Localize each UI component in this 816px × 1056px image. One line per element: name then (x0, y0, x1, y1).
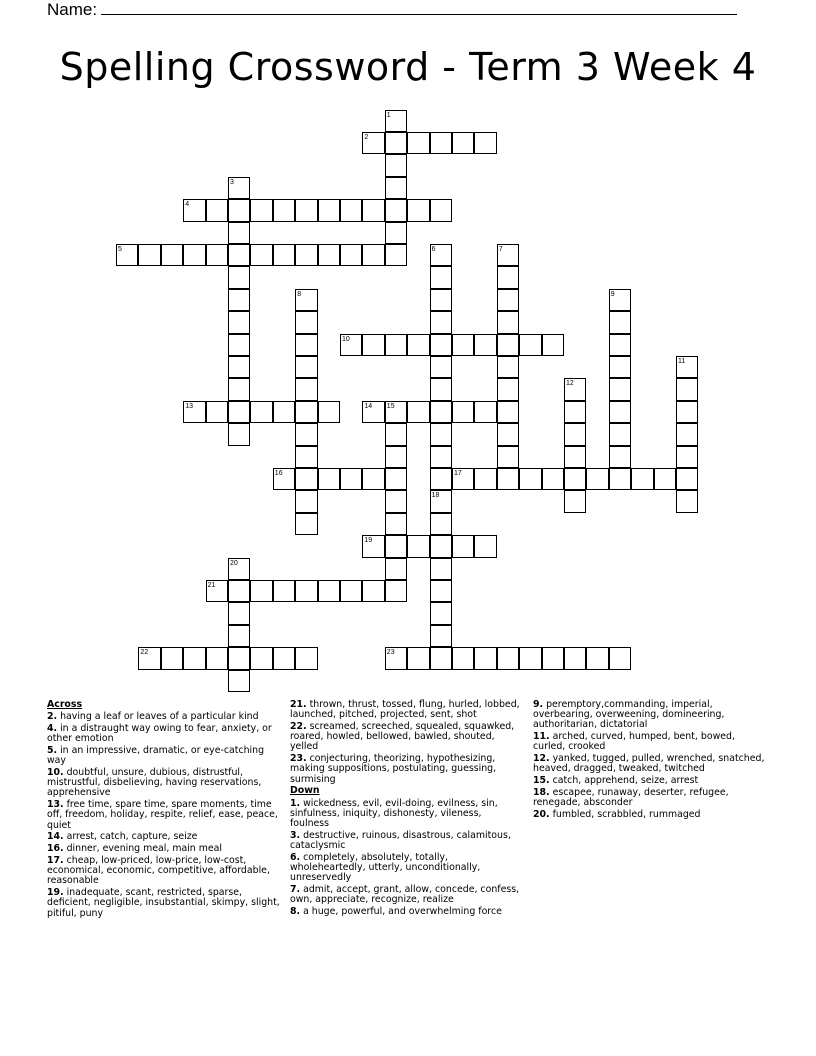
clue-number: 21 (207, 582, 216, 589)
grid-cell[interactable] (564, 423, 586, 445)
grid-cell[interactable] (385, 580, 407, 602)
grid-cell[interactable] (318, 401, 340, 423)
grid-cell[interactable] (631, 468, 653, 490)
grid-cell[interactable] (564, 468, 586, 490)
grid-cell[interactable] (542, 334, 564, 356)
clue-number: 19 (364, 537, 373, 545)
grid-cell[interactable] (497, 378, 519, 400)
grid-cell[interactable] (676, 423, 698, 445)
grid-cell[interactable] (542, 647, 564, 669)
clue-number: 8 (297, 290, 302, 298)
grid-cell[interactable] (497, 266, 519, 288)
grid-cell[interactable] (228, 580, 250, 602)
grid-cell[interactable] (430, 266, 452, 288)
grid-cell[interactable] (676, 378, 698, 400)
grid-cell[interactable] (586, 468, 608, 490)
grid-cell[interactable] (497, 356, 519, 378)
grid-cell[interactable] (228, 199, 250, 221)
grid-cell[interactable] (362, 535, 384, 557)
grid-cell[interactable] (497, 289, 519, 311)
clue-down-1: 1. wickedness, evil, evil-doing, evilness, sin, sinfulness, iniquity, dishonesty, vileness, foulness (290, 797, 498, 830)
grid-cell[interactable] (430, 647, 452, 669)
grid-cell[interactable] (183, 244, 205, 266)
grid-cell[interactable] (676, 401, 698, 423)
grid-cell[interactable] (385, 558, 407, 580)
clues-column-3 (533, 700, 769, 822)
grid-cell[interactable] (609, 423, 631, 445)
grid-cell[interactable] (228, 289, 250, 311)
grid-cell[interactable] (519, 468, 541, 490)
grid-cell[interactable] (609, 334, 631, 356)
grid-cell[interactable] (318, 199, 340, 221)
clue-across-17: 17. cheap, low-priced, low-price, low-cost, economical, economic, competitive, affordable, reasonable (47, 855, 270, 887)
grid-cell[interactable] (228, 177, 250, 199)
grid-cell[interactable] (609, 356, 631, 378)
clue-number: 17 (454, 470, 462, 477)
grid-cell[interactable] (430, 289, 452, 311)
grid-cell[interactable] (116, 244, 138, 266)
grid-cell[interactable] (407, 401, 429, 423)
grid-cell[interactable] (430, 244, 452, 266)
across-heading: Across (47, 699, 83, 710)
clue-number: 18 (431, 492, 440, 500)
grid-cell[interactable] (295, 468, 317, 490)
grid-cell[interactable] (273, 199, 295, 221)
grid-cell[interactable] (430, 311, 452, 333)
clue-number: 11 (678, 358, 686, 365)
grid-cell[interactable] (497, 401, 519, 423)
clue-number: 14 (364, 402, 373, 410)
grid-cell[interactable] (385, 199, 407, 221)
grid-cell[interactable] (362, 468, 384, 490)
grid-cell[interactable] (564, 490, 586, 512)
down-heading: Down (290, 785, 320, 797)
grid-cell[interactable] (430, 378, 452, 400)
grid-cell[interactable] (161, 647, 183, 669)
grid-cell[interactable] (228, 378, 250, 400)
grid-cell[interactable] (273, 647, 295, 669)
grid-cell[interactable] (362, 244, 384, 266)
grid-cell[interactable] (385, 177, 407, 199)
grid-cell[interactable] (474, 132, 496, 154)
grid-cell[interactable] (497, 334, 519, 356)
clue-number: 3 (230, 178, 234, 186)
grid-cell[interactable] (497, 244, 519, 266)
grid-cell[interactable] (250, 244, 272, 266)
clue-number: 10 (342, 335, 350, 343)
grid-cell[interactable] (452, 647, 474, 669)
grid-cell[interactable] (340, 580, 362, 602)
clue-across-23: 23. conjecturing, theorizing, hypothesizing, making suppositions, postulating, guessing, surmising (290, 753, 497, 785)
grid-cell[interactable] (340, 468, 362, 490)
grid-cell[interactable] (430, 334, 452, 356)
clue-number: 2 (364, 134, 369, 141)
grid-cell[interactable] (452, 334, 474, 356)
grid-cell[interactable] (228, 625, 250, 647)
clue-number: 7 (498, 246, 503, 253)
grid-cell[interactable] (452, 132, 474, 154)
grid-cell[interactable] (430, 401, 452, 423)
grid-cell[interactable] (542, 468, 564, 490)
grid-cell[interactable] (362, 132, 384, 154)
clue-across-5: 5. in an impressive, dramatic, or eye-catching way (47, 745, 265, 767)
grid-cell[interactable] (609, 647, 631, 669)
grid-cell[interactable] (228, 244, 250, 266)
grid-cell[interactable] (206, 244, 228, 266)
grid-cell[interactable] (676, 490, 698, 512)
grid-cell[interactable] (609, 468, 631, 490)
grid-cell[interactable] (430, 490, 452, 512)
clues-column-1 (47, 700, 283, 920)
grid-cell[interactable] (452, 401, 474, 423)
grid-cell[interactable] (586, 647, 608, 669)
grid-cell[interactable] (430, 625, 452, 647)
grid-cell[interactable] (519, 647, 541, 669)
grid-cell[interactable] (250, 647, 272, 669)
grid-cell[interactable] (295, 244, 317, 266)
grid-cell[interactable] (318, 244, 340, 266)
grid-cell[interactable] (497, 446, 519, 468)
clue-number: 5 (118, 246, 122, 253)
grid-cell[interactable] (609, 401, 631, 423)
grid-cell[interactable] (295, 334, 317, 356)
grid-cell[interactable] (430, 468, 452, 490)
grid-cell[interactable] (228, 311, 250, 333)
grid-cell[interactable] (430, 356, 452, 378)
grid-cell[interactable] (474, 334, 496, 356)
grid-cell[interactable] (318, 468, 340, 490)
grid-cell[interactable] (564, 378, 586, 400)
clue-number: 12 (566, 380, 574, 388)
clue-down-3: 3. destructive, ruinous, disastrous, calamitous, cataclysmic (290, 829, 511, 852)
clue-number: 9 (610, 290, 615, 298)
grid-cell[interactable] (385, 154, 407, 176)
grid-cell[interactable] (340, 199, 362, 221)
clue-number: 16 (274, 470, 283, 477)
grid-cell[interactable] (497, 468, 519, 490)
grid-cell[interactable] (385, 468, 407, 490)
grid-cell[interactable] (452, 468, 474, 490)
clue-number: 1 (386, 111, 391, 119)
grid-cell[interactable] (250, 580, 272, 602)
grid-cell[interactable] (273, 580, 295, 602)
grid-cell[interactable] (206, 580, 228, 602)
clue-number: 20 (230, 559, 238, 567)
grid-cell[interactable] (138, 647, 160, 669)
grid-cell[interactable] (609, 289, 631, 311)
grid-cell[interactable] (228, 222, 250, 244)
clue-down-18: 18. escapee, runaway, deserter, refugee, renegade, absconder (533, 787, 729, 809)
grid-cell[interactable] (430, 558, 452, 580)
page-title: Spelling Crossword - Term 3 Week 4 (59, 45, 757, 89)
grid-cell[interactable] (228, 401, 250, 423)
grid-cell[interactable] (385, 647, 407, 669)
grid-cell[interactable] (295, 423, 317, 445)
clue-number: 22 (140, 649, 149, 657)
clue-down-7: 7. admit, accept, grant, allow, concede, confess, own, appreciate, recognize, realize (290, 884, 520, 906)
grid-cell[interactable] (295, 401, 317, 423)
grid-cell[interactable] (407, 535, 429, 557)
grid-cell[interactable] (273, 401, 295, 423)
grid-cell[interactable] (609, 446, 631, 468)
grid-cell[interactable] (497, 647, 519, 669)
grid-cell[interactable] (676, 468, 698, 490)
grid-cell[interactable] (295, 490, 317, 512)
grid-cell[interactable] (295, 446, 317, 468)
name-label: Name: (47, 0, 98, 19)
grid-cell[interactable] (228, 266, 250, 288)
clue-number: 6 (431, 246, 436, 253)
grid-cell[interactable] (676, 356, 698, 378)
grid-cell[interactable] (430, 423, 452, 445)
grid-cell[interactable] (206, 401, 228, 423)
grid-cell[interactable] (385, 110, 407, 132)
grid-cell[interactable] (183, 401, 205, 423)
grid-cell[interactable] (474, 647, 496, 669)
grid-cell[interactable] (564, 647, 586, 669)
clue-number: 13 (185, 402, 193, 410)
clue-across-13: 13. free time, spare time, spare moments, time off, freedom, holiday, respite, relief, ease, peace, quiet (47, 799, 278, 831)
grid-cell[interactable] (519, 334, 541, 356)
grid-cell[interactable] (385, 513, 407, 535)
grid-cell[interactable] (385, 222, 407, 244)
grid-cell[interactable] (676, 446, 698, 468)
grid-cell[interactable] (564, 401, 586, 423)
clue-across-19: 19. inadequate, scant, restricted, sparse, deficient, negligible, insubstantial, skimpy, slight, pitiful, puny (47, 887, 280, 919)
grid-cell[interactable] (228, 647, 250, 669)
grid-cell[interactable] (474, 535, 496, 557)
grid-cell[interactable] (295, 513, 317, 535)
grid-cell[interactable] (407, 647, 429, 669)
grid-cell[interactable] (654, 468, 676, 490)
clue-down-6: 6. completely, absolutely, totally, wholeheartedly, utterly, unconditionally, unreservedly (290, 851, 481, 884)
grid-cell[interactable] (430, 602, 452, 624)
grid-cell[interactable] (228, 356, 250, 378)
clue-across-10: 10. doubtful, unsure, dubious, distrustful, mistrustful, disbelieving, having reservations, apprehensive (47, 767, 262, 799)
grid-cell[interactable] (430, 132, 452, 154)
grid-cell[interactable] (273, 468, 295, 490)
grid-cell[interactable] (474, 401, 496, 423)
grid-cell[interactable] (430, 513, 452, 535)
clue-down-11: 11. arched, curved, humped, bent, bowed, curled, crooked (533, 731, 735, 753)
clue-down-8: 8. a huge, powerful, and overwhelming force (290, 906, 502, 918)
grid-cell[interactable] (430, 199, 452, 221)
grid-cell[interactable] (206, 647, 228, 669)
grid-cell[interactable] (497, 311, 519, 333)
grid-cell[interactable] (430, 580, 452, 602)
grid-cell[interactable] (228, 558, 250, 580)
grid-cell[interactable] (564, 446, 586, 468)
grid-cell[interactable] (474, 468, 496, 490)
clue-down-20: 20. fumbled, scrabbled, rummaged (533, 809, 701, 820)
grid-cell[interactable] (452, 535, 474, 557)
grid-cell[interactable] (228, 602, 250, 624)
grid-cell[interactable] (228, 670, 250, 692)
clues-column-2 (290, 700, 522, 919)
grid-cell[interactable] (250, 199, 272, 221)
grid-cell[interactable] (183, 199, 205, 221)
grid-cell[interactable] (138, 244, 160, 266)
grid-cell[interactable] (385, 446, 407, 468)
grid-cell[interactable] (161, 244, 183, 266)
grid-cell[interactable] (385, 244, 407, 266)
grid-cell[interactable] (295, 580, 317, 602)
grid-cell[interactable] (228, 423, 250, 445)
grid-cell[interactable] (407, 132, 429, 154)
grid-cell[interactable] (609, 311, 631, 333)
grid-cell[interactable] (385, 490, 407, 512)
grid-cell[interactable] (273, 244, 295, 266)
clue-across-16: 16. dinner, evening meal, main meal (47, 843, 222, 855)
grid-cell[interactable] (295, 289, 317, 311)
grid-cell[interactable] (362, 334, 384, 356)
grid-cell[interactable] (385, 423, 407, 445)
grid-cell[interactable] (228, 334, 250, 356)
grid-cell[interactable] (362, 199, 384, 221)
grid-cell[interactable] (295, 378, 317, 400)
grid-cell[interactable] (295, 199, 317, 221)
clue-down-9: 9. peremptory,commanding, imperial, overbearing, overweening, domineering, authoritarian, dictatorial (533, 699, 725, 731)
grid-cell[interactable] (385, 334, 407, 356)
clue-down-15: 15. catch, apprehend, seize, arrest (533, 775, 699, 787)
clue-across-22: 22. screamed, screeched, squealed, squawked, roared, howled, bellowed, bawled, shouted, yelled (290, 721, 515, 753)
grid-cell[interactable] (340, 244, 362, 266)
clue-down-12: 12. yanked, tugged, pulled, wrenched, snatched, heaved, dragged, tweaked, twitched (533, 753, 765, 775)
clue-across-21: 21. thrown, thrust, tossed, flung, hurled, lobbed, launched, pitched, projected, sent, shot (290, 699, 520, 721)
grid-cell[interactable] (206, 199, 228, 221)
clue-number: 23 (386, 649, 395, 657)
grid-cell[interactable] (430, 446, 452, 468)
grid-cell[interactable] (497, 423, 519, 445)
grid-cell[interactable] (295, 356, 317, 378)
grid-cell[interactable] (295, 311, 317, 333)
grid-cell[interactable] (385, 401, 407, 423)
grid-cell[interactable] (430, 535, 452, 557)
clue-across-2: 2. having a leaf or leaves of a particular kind (47, 711, 259, 723)
grid-cell[interactable] (362, 580, 384, 602)
grid-cell[interactable] (340, 334, 362, 356)
grid-cell[interactable] (183, 647, 205, 669)
clue-number: 4 (185, 201, 190, 209)
grid-cell[interactable] (385, 132, 407, 154)
grid-cell[interactable] (385, 535, 407, 557)
clue-number: 15 (386, 402, 395, 410)
grid-cell[interactable] (609, 378, 631, 400)
grid-cell[interactable] (250, 401, 272, 423)
grid-cell[interactable] (407, 199, 429, 221)
clue-across-14: 14. arrest, catch, capture, seize (47, 831, 198, 843)
grid-cell[interactable] (407, 334, 429, 356)
grid-cell[interactable] (362, 401, 384, 423)
grid-cell[interactable] (295, 647, 317, 669)
clue-across-4: 4. in a distraught way owing to fear, anxiety, or other emotion (47, 723, 272, 745)
grid-cell[interactable] (318, 580, 340, 602)
